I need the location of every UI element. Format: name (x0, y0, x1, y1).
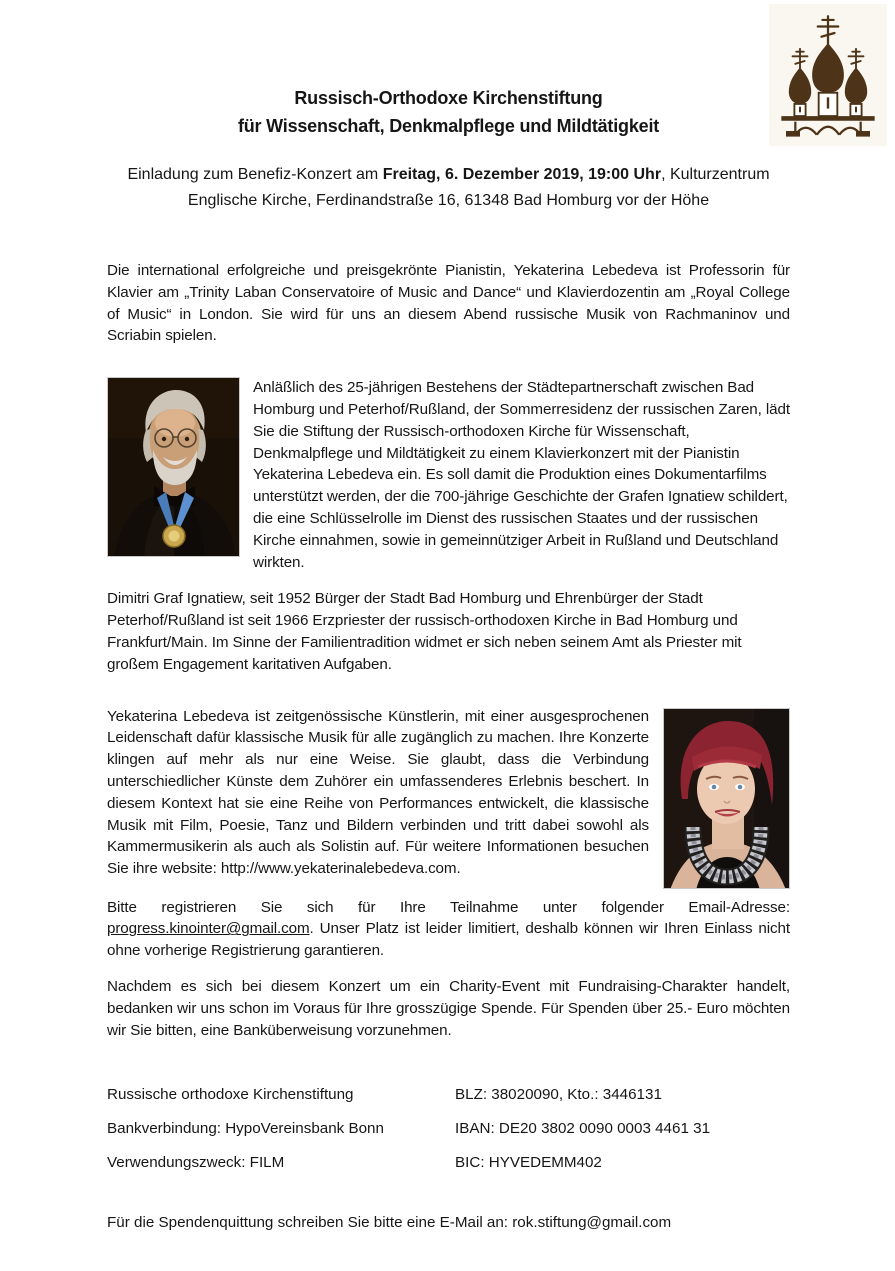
paragraph-anniversary: Anläßlich des 25-jährigen Bestehens der Städtepartnerschaft zwischen Bad Homburg und Peterhof/Rußland, der Sommerresidenz der russischen Zaren, lädt Sie die Stiftung der Russisch-orthodoxen Kirche für Wissenschaft, Denkmalpflege und Mildtätigkeit zu einem Klavierkonzert mit der Pianistin Yekaterina Lebedeva ein. Es soll damit die Produktion eines Dokumentarfilms unterstützt werden, der die 700-jährige Geschichte der Grafen Ignatiew schildert, die eine Schlüsselrolle im Dienst des russischen Staates und der russischen Kirche einnahmen, sowie in gemeinnütziger Arbeit in Rußland und Deutschland wirkten. (253, 379, 790, 571)
title-line-1: Russisch-Orthodoxe Kirchenstiftung (294, 88, 603, 108)
title-line-2: für Wissenschaft, Denkmalpflege und Mildtätigkeit (237, 116, 660, 136)
invitation-datetime: Freitag, 6. Dezember 2019, 19:00 Uhr (382, 166, 662, 183)
paragraph-registration (107, 897, 790, 962)
invitation-line (107, 162, 790, 214)
registration-suffix: . Unser Platz ist leider limitiert, deshalb können wir Ihren Einlass nicht ohne vorherige Registrierung garantieren. (107, 920, 790, 960)
portrait-woman-drawing (664, 709, 790, 889)
paragraph-yekaterina: Yekaterina Lebedeva ist zeitgenössische Künstlerin, mit einer ausgesprochenen Leidenschaft dafür klassische Musik für alle zugänglich zu machen. Ihre Konzerte klingen auf mehr als nur eine Weise. Sie glaubt, dass die Verbindung unterschiedlicher Künste dem Zuhörer ein umfassenderes Erlebnis beschert. In diesem Kontext hat sie eine Reihe von Performances entwickelt, die klassische Musik mit Film, Poesie, Tanz und Bildern verbinden und tritt dabei sowohl als Kammermusikerin als auch als Solistin auf. Für weitere Informationen besuchen Sie ihre website: http://www.yekaterinalebedeva.com. (107, 707, 649, 878)
bank-bic: BIC: HYVEDEMM402 (455, 1154, 602, 1172)
section-ignatiew (107, 377, 790, 573)
bank-blz-kto: BLZ: 38020090, Kto.: 3446131 (455, 1086, 662, 1104)
orthodox-church-logo-icon (769, 4, 887, 146)
donation-receipt-note: Für die Spendenquittung schreiben Sie bitte eine E-Mail an: rok.stiftung@gmail.com (107, 1214, 672, 1232)
bank-foundation-name: Russische orthodoxe Kirchenstiftung (107, 1086, 354, 1104)
bank-row-2 (107, 1119, 790, 1139)
section-lebedeva (107, 706, 790, 889)
photo-dimitri-ignatiew (107, 377, 240, 557)
photo-yekaterina-lebedeva (663, 708, 790, 889)
bank-row-1 (107, 1085, 790, 1105)
paragraph-dimitri: Dimitri Graf Ignatiew, seit 1952 Bürger der Stadt Bad Homburg und Ehrenbürger der Stadt Peterhof/Rußland ist seit 1966 Erzpriester der russisch-orthodoxen Kirche in Bad Homburg und Frankfurt/Main. Im Sinne der Familientradition widmet er sich neben seinem Amt als Priester mit großem Engagement karitativen Aufgaben. (107, 590, 742, 673)
bank-purpose: Verwendungszweck: FILM (107, 1154, 285, 1172)
registration-prefix: Bitte registrieren Sie sich für Ihre Teilnahme unter folgender Email-Adresse: (107, 898, 790, 916)
paragraph-charity: Nachdem es sich bei diesem Konzert um ein Charity-Event mit Fundraising-Charakter handelt, bedanken wir uns schon im Voraus für Ihre grosszügige Spende. Für Spenden über 25.- Euro möchten wir Sie bitten, eine Banküberweisung vorzunehmen. (107, 977, 790, 1039)
bank-details (107, 1085, 790, 1173)
invitation-suffix: , Kulturzentrum Englische Kirche, Ferdinandstraße 16, 61348 Bad Homburg vor der Höhe (187, 166, 770, 209)
invitation-prefix: Einladung zum Benefiz-Konzert am (127, 166, 383, 183)
church-drawing (772, 7, 884, 143)
registration-email-link[interactable]: progress.kinointer@gmail.com (107, 920, 310, 938)
bank-iban: IBAN: DE20 3802 0090 0003 4461 31 (455, 1120, 711, 1138)
bank-row-3 (107, 1153, 790, 1173)
portrait-man-drawing (108, 378, 240, 557)
paragraph-intro-pianist: Die international erfolgreiche und preisgekrönte Pianistin, Yekaterina Lebedeva ist Professorin für Klavier am „Trinity Laban Conservatoire of Music and Dance“ und Klavierdozentin am „Royal College of Music“ in London. Sie wird für uns an diesem Abend russische Musik von Rachmaninov und Scriabin spielen. (107, 262, 790, 345)
page-title (107, 0, 790, 140)
bank-connection: Bankverbindung: HypoVereinsbank Bonn (107, 1120, 384, 1138)
